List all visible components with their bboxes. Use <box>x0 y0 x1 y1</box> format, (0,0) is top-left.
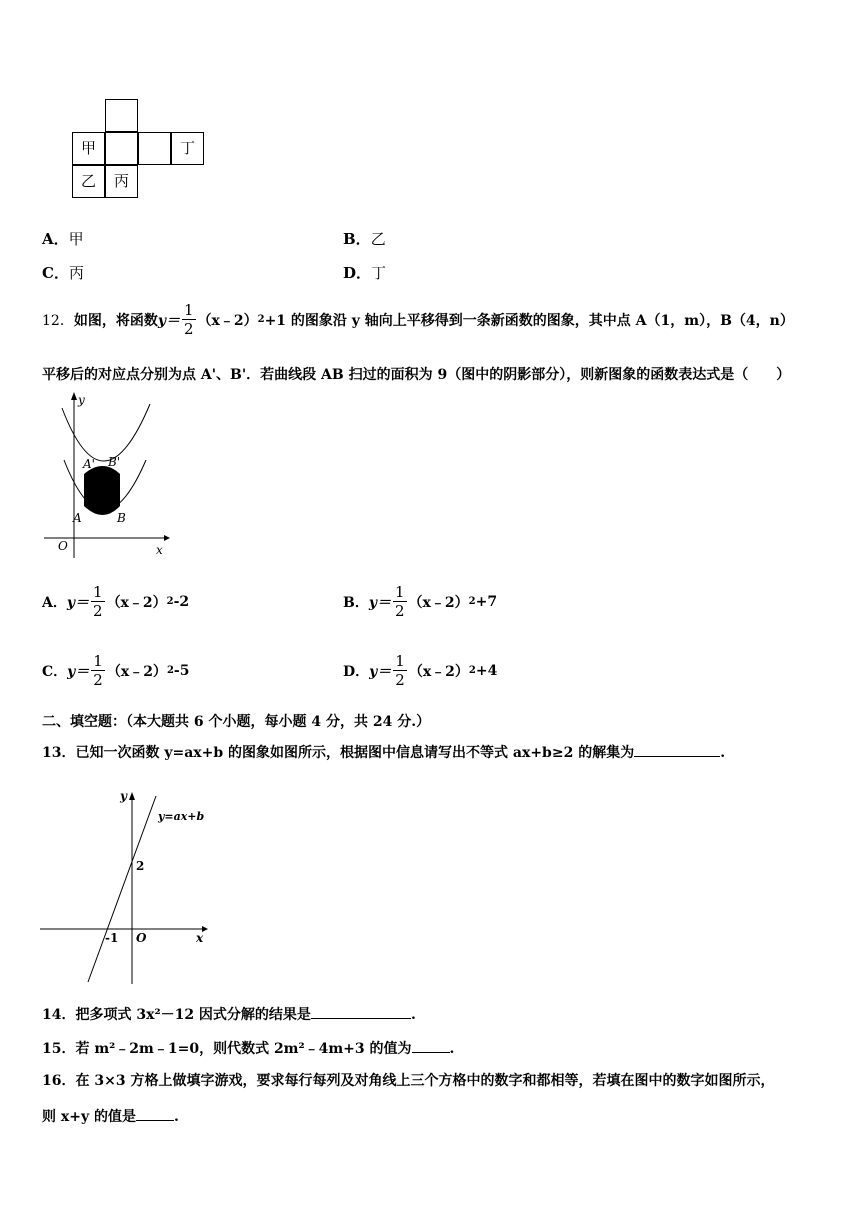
label-x: x <box>196 931 204 945</box>
parabola-upper <box>62 404 150 461</box>
q14-line: 14．把多项式 3x²－12 因式分解的结果是 . <box>42 1002 416 1024</box>
q12-line2: 平移后的对应点分别为点 A'、B'．若曲线段 AB 扫过的面积为 9（图中的阴影部分），则新图象的函数表达式是（ ） <box>42 367 791 383</box>
net-cell-jia: 甲 <box>72 132 105 165</box>
label-a-prime: A' <box>83 457 95 471</box>
net-cell-top <box>105 99 138 132</box>
q16-line1: 16．在 3×3 方格上做填字游戏，要求每行每列及对角线上三个方格中的数字和都相等，若填在图中的数字如图所示， <box>42 1073 775 1089</box>
q14-answer-blank[interactable] <box>311 1002 411 1019</box>
q13-line: 13．已知一次函数 y=ax+b 的图象如图所示，根据图中信息请写出不等式 ax+b≥2 的解集为 . <box>42 740 725 762</box>
q13-answer-blank[interactable] <box>634 740 720 757</box>
net-cell-yi: 乙 <box>72 165 105 198</box>
q15-line: 15．若 m²﹣2m﹣1=0，则代数式 2m²﹣4m+3 的值为 . <box>42 1036 454 1058</box>
q12-option-c: C． y＝ $\frac{1}{2}$ （x﹣2） 2 -5 <box>42 652 190 689</box>
label-y: y <box>120 789 127 803</box>
label-y: y <box>78 393 85 407</box>
q11-option-c: C．丙 <box>42 264 84 282</box>
label-o: O <box>136 931 147 945</box>
q13-linear-figure <box>38 786 218 986</box>
label-b-prime: B' <box>108 455 121 469</box>
label-two: 2 <box>136 859 145 873</box>
q12-number: 12． <box>42 312 74 329</box>
net-cell-blank <box>138 132 171 165</box>
label-line: y=ax+b <box>158 810 205 823</box>
cube-net-figure <box>72 99 207 201</box>
label-x: x <box>156 543 163 557</box>
q11-option-b: B．乙 <box>343 230 386 248</box>
q12-parabola-figure <box>38 388 178 560</box>
label-neg-one: -1 <box>105 931 119 945</box>
q16-line2: 则 x+y 的值是 . <box>42 1104 179 1126</box>
net-cell-bing: 丙 <box>105 165 138 198</box>
section-heading-fill-in: 二、填空题：（本大题共 6 个小题，每小题 4 分，共 24 分.） <box>42 714 431 730</box>
line-y-ax-b <box>88 796 156 982</box>
label-b: B <box>117 511 126 525</box>
net-cell-middle <box>105 132 138 165</box>
label-a: A <box>73 511 82 525</box>
q12-line1: 12． 如图，将函数 y＝ $\frac{1}{2}$ （x﹣2） 2 +1 的图象沿 y 轴向上平移得到一条新函数的图象，其中点 A（1，m），B（4，n） <box>42 301 794 338</box>
q12-option-a: A． y＝ $\frac{1}{2}$ （x﹣2） 2 -2 <box>42 583 190 620</box>
q12-option-d: D． y＝ $\frac{1}{2}$ （x﹣2） 2 +4 <box>343 652 498 689</box>
y-axis-arrow <box>129 792 135 800</box>
shaded-region <box>84 466 120 515</box>
y-axis-arrow <box>71 392 77 400</box>
q11-option-d: D．丁 <box>343 264 387 282</box>
label-o: O <box>58 539 68 553</box>
q12-fraction: $\frac{1}{2}$ <box>183 301 194 338</box>
q16-answer-blank[interactable] <box>136 1104 174 1121</box>
net-cell-ding: 丁 <box>171 132 204 165</box>
q11-option-a: A．甲 <box>42 230 84 248</box>
q12-option-b: B． y＝ $\frac{1}{2}$ （x﹣2） 2 +7 <box>343 583 498 620</box>
q15-answer-blank[interactable] <box>412 1036 450 1053</box>
x-axis-arrow <box>164 535 170 541</box>
